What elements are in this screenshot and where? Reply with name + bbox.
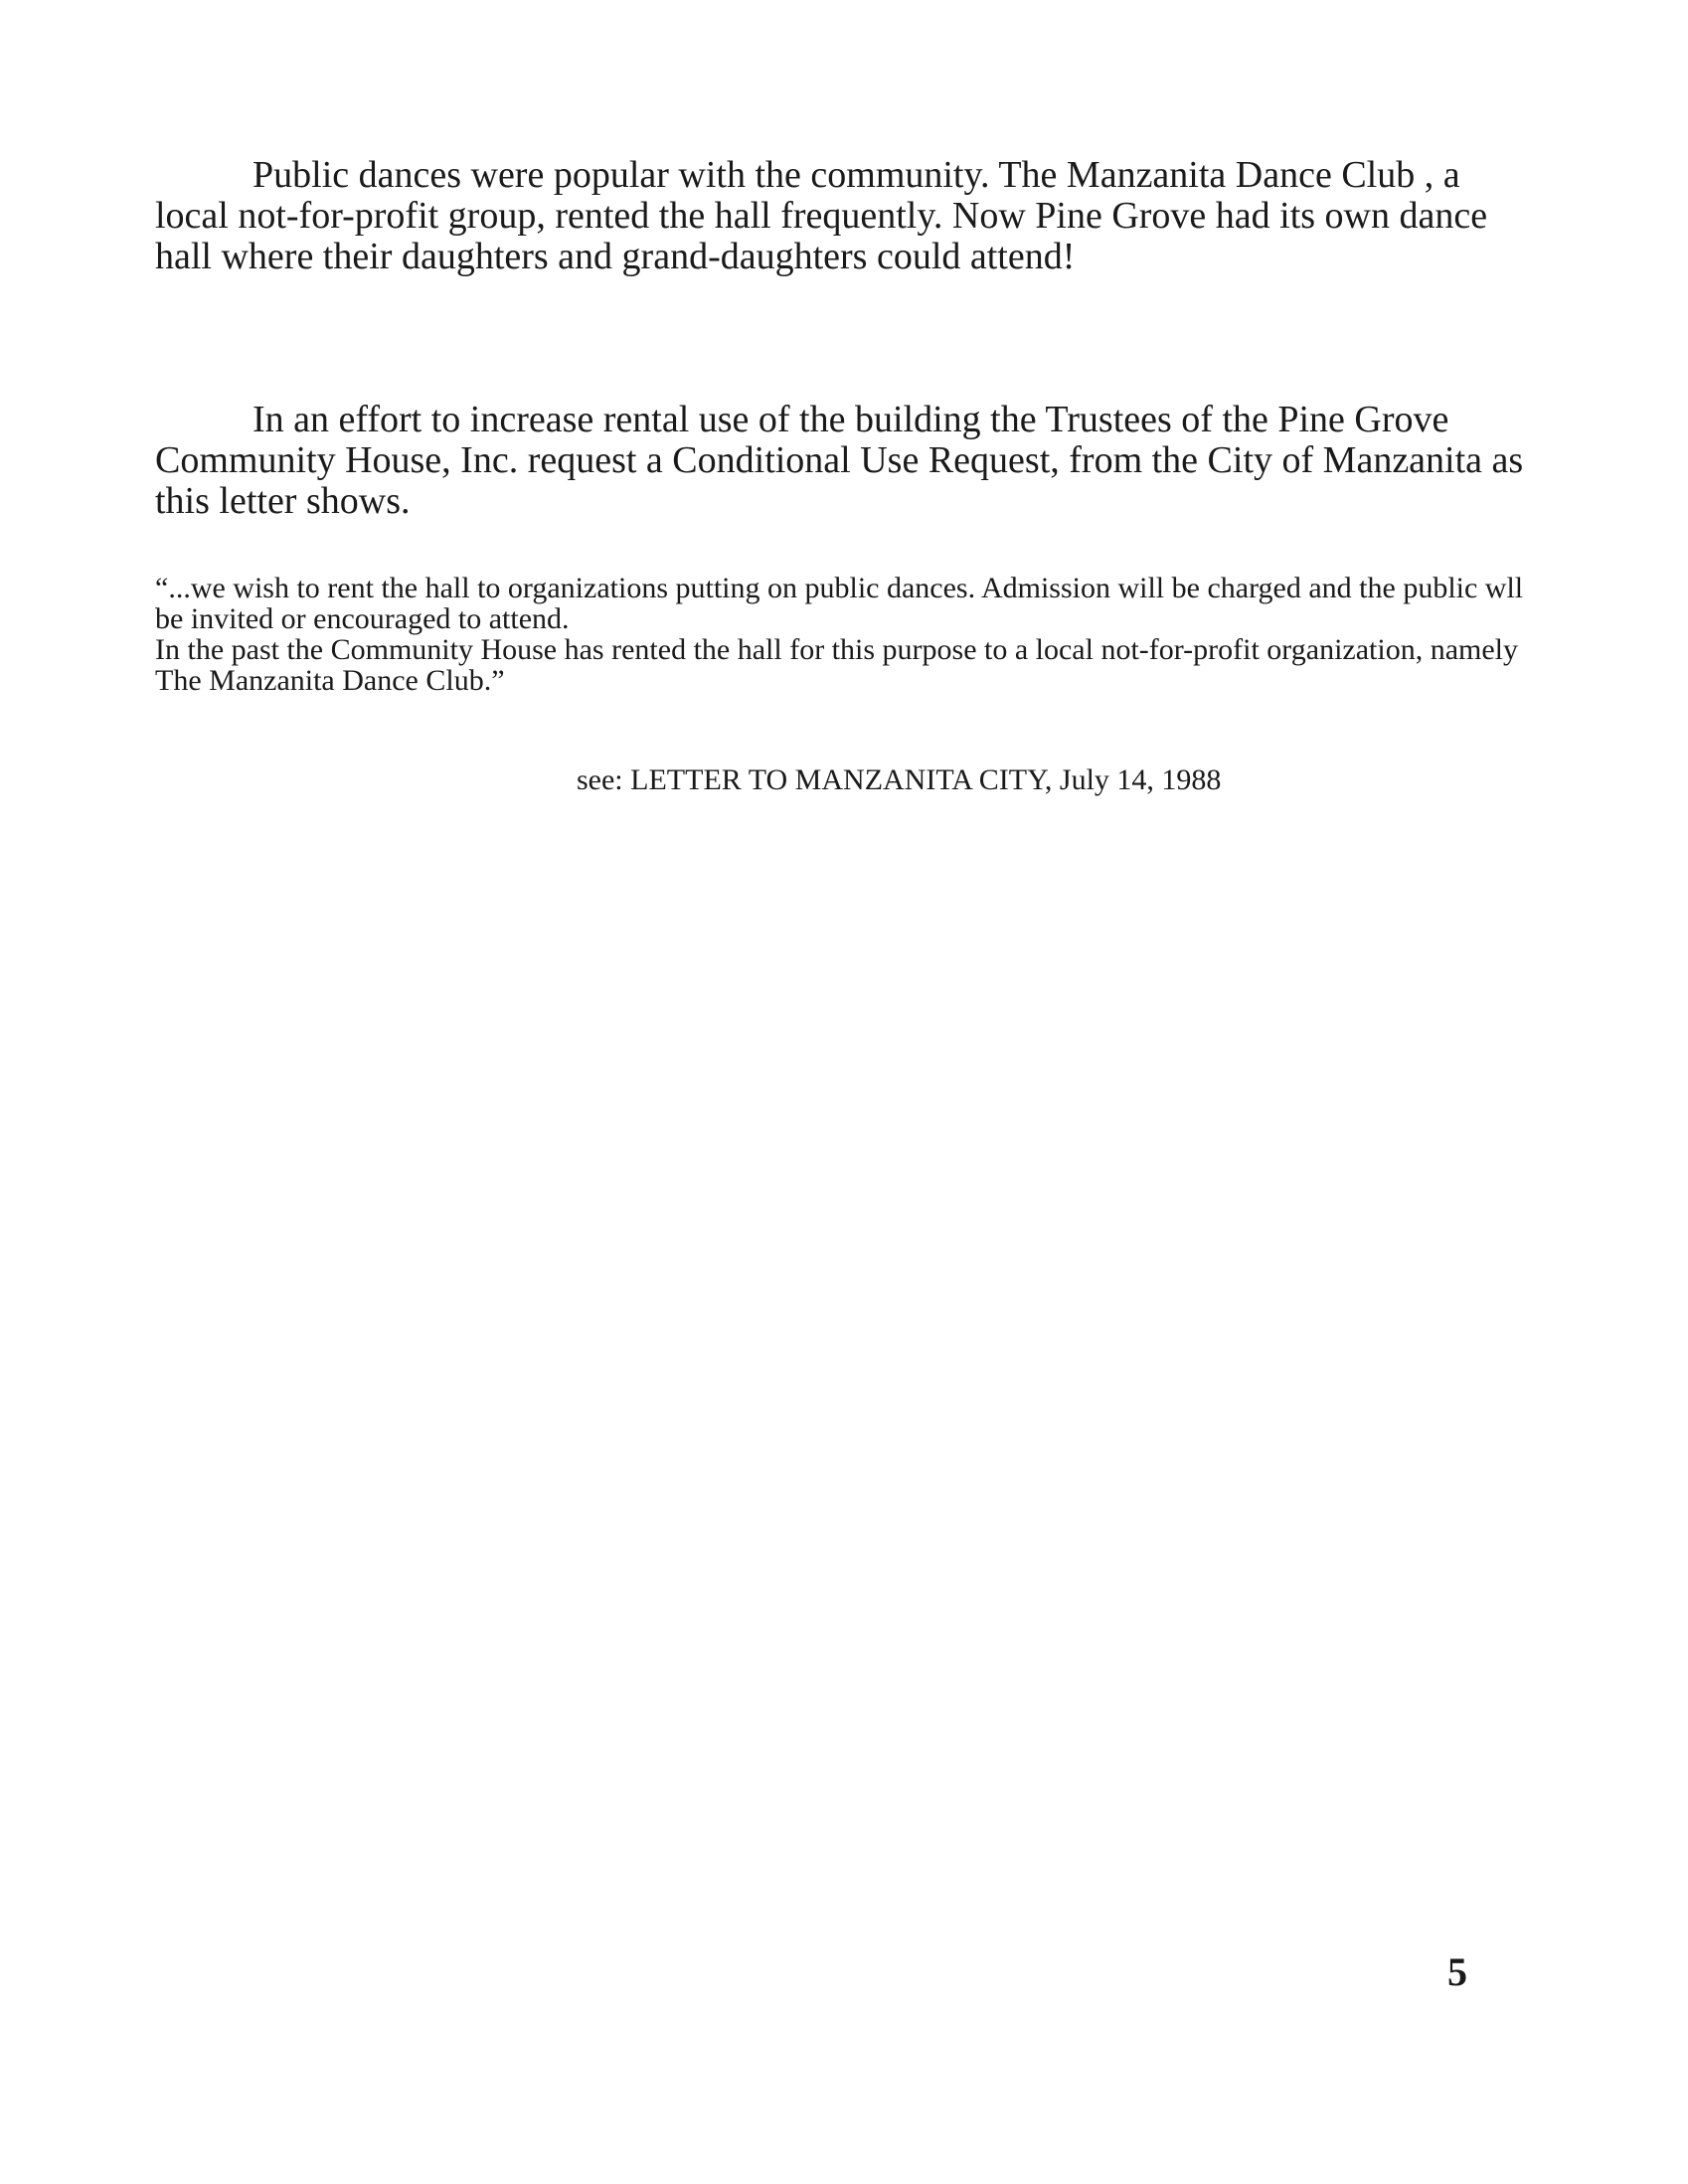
quote-line-2: In the past the Community House has rented the hall for this purpose to a local not-for-profit organization, namely The Manzanita Dance Club.” xyxy=(155,633,1519,697)
quote-line-1: “...we wish to rent the hall to organizations putting on public dances. Admission will be charged and the public wll be invited or encouraged to attend. xyxy=(155,572,1524,635)
page-number: 5 xyxy=(1447,1949,1467,1994)
letter-citation: see: LETTER TO MANZANITA CITY, July 14, 1988 xyxy=(577,763,1222,796)
paragraph-conditional-use-request: In an effort to increase rental use of the building the Trustees of the Pine Grove Community House, Inc. request a Conditional Use Request, from the City of Manzanita as this letter shows. xyxy=(155,399,1524,522)
paragraph-public-dances: Public dances were popular with the community. The Manzanita Dance Club , a local not-for-profit group, rented the hall frequently. Now Pine Grove had its own dance hall where their daughters and grand-daughters could attend! xyxy=(155,154,1488,277)
letter-quote xyxy=(155,573,1537,696)
